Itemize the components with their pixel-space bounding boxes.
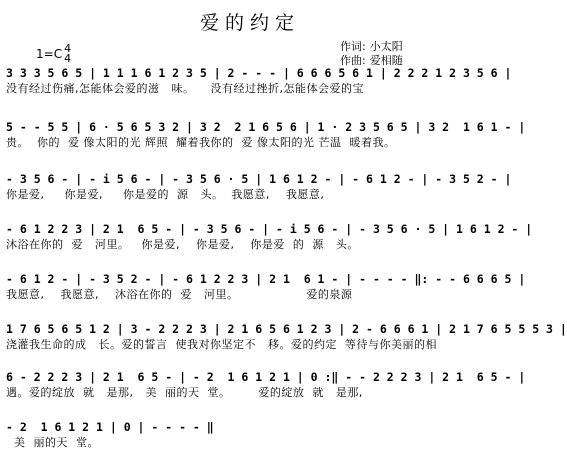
lyric-line: 沐浴在你的 爱 河里。 你是爱, 你是爱, 你是爱 的 源 头。: [6, 238, 359, 251]
score-system-2: [6, 120, 526, 150]
score-system-6: [6, 322, 567, 352]
notation-line: - 6 1 2 - | - 3 5 2 - | - 6 1 2 2 3 | 2 1 6 1 - | - - - - ‖: - - 6 6 6 5 |: [6, 272, 526, 286]
score-system-4: [6, 222, 533, 252]
lyric-line: 美 丽的天 堂。: [6, 436, 99, 449]
notation-line: - 6 1 2 2 3 | 2 1 6 5 - | - 3 5 6 - | - i 5 6 - | - 3 5 6 · 5 | 1 6 1 2 - |: [6, 222, 533, 236]
lyric-line: 你是爱, 你是爱, 你是爱的 源 头。 我愿意, 我愿意,: [6, 188, 325, 201]
lyric-line: 浇灌我生命的成 长。爱的誓言 使我对你坚定不 移。爱的约定 等待与你美丽的相: [6, 338, 437, 351]
notation-line: 3 3 3 5 6 5 | 1 1 1 6 1 2 3 5 | 2 - - - | 6 6 6 5 6 1 | 2 2 2 1 2 3 5 6 |: [6, 66, 512, 80]
score-system-5: [6, 272, 526, 302]
lyric-line: 没有经过伤痛,怎能体会爱的滋 味。 没有经过挫折,怎能体会爱的宝: [6, 82, 364, 95]
lyricist-name: 小太阳: [369, 40, 403, 53]
credits: [340, 40, 403, 68]
time-signature-top: 4: [64, 42, 72, 55]
lyric-line: 贵。 你的 爱 像太阳的光 辉照 耀着我你的 爱 像太阳的光 芒温 暖着我。: [6, 136, 396, 149]
notation-line: - 2 1 6 1 2 1 | 0 | - - - - ‖: [6, 420, 214, 434]
composer-label: 作曲:: [340, 54, 366, 67]
composer-name: 爱相随: [369, 54, 403, 67]
notation-line: 5 - - 5 5 | 6 · 5 6 5 3 2 | 3 2 2 1 6 5 6 | 1 · 2 3 5 6 5 | 3 2 1 6 1 - |: [6, 120, 526, 134]
time-signature: [64, 44, 71, 64]
score-system-1: [6, 66, 512, 96]
time-signature-bottom: 4: [64, 52, 72, 65]
notation-line: 1 7 6 5 6 5 1 2 | 3 - 2 2 2 3 | 2 1 6 5 6 1 2 3 | 2 - 6 6 6 1 | 2 1 7 6 5 5 5 3 |: [6, 322, 567, 336]
lyricist-row: [340, 40, 403, 54]
notation-line: 6 - 2 2 2 3 | 2 1 6 5 - | - 2 1 6 1 2 1 | 0 :‖ - - 2 2 2 3 | 2 1 6 5 - |: [6, 370, 526, 384]
notation-line: - 3 5 6 - | - i 5 6 - | - 3 5 6 · 5 | 1 6 1 2 - | - 6 1 2 - | - 3 5 2 - |: [6, 172, 512, 186]
lyric-line: 我愿意, 我愿意, 沐浴在你的 爱 河里。 爱的泉源: [6, 288, 353, 301]
key-label: 1=C: [36, 47, 63, 61]
lyricist-label: 作词:: [340, 40, 366, 53]
score-system-7: [6, 370, 526, 400]
key-signature: [36, 44, 71, 64]
lyric-line: 遇。爱的绽放 就 是那, 美 丽的天 堂。 爱的绽放 就 是那,: [6, 386, 363, 399]
score-system-3: [6, 172, 512, 202]
song-title: 爱的约定: [199, 12, 300, 34]
score-system-8: [6, 420, 496, 450]
